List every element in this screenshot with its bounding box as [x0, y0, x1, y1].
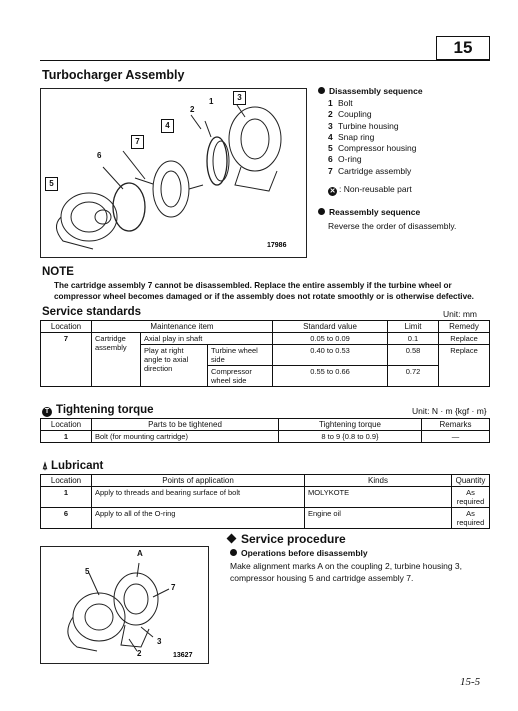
table-row: Play at right angle to axial direction Turbine wheel side 0.40 to 0.53 0.58 Replace — [41, 345, 490, 366]
note-text: The cartridge assembly 7 cannot be disassembled. Replace the entire assembly if the turbine wheel or compressor wheel becomes damaged or if the assembly does not rotate smoothly or is otherwise defective. — [54, 281, 474, 301]
service-procedure-text: Make alignment marks A on the coupling 2, turbine housing 3, compressor housing 5 and cartridge assembly 7. — [230, 561, 463, 583]
nonreusable-icon: ✕ — [329, 188, 336, 195]
lubricant-heading: ⍋ Lubricant — [42, 460, 104, 472]
table-row: 1 Bolt (for mounting cartridge) 8 to 9 {0.8 to 0.9} — — [41, 431, 490, 443]
list-item: 4 Snap ring — [328, 131, 375, 142]
callout-5: 5 — [85, 567, 90, 576]
header-rule — [40, 60, 490, 61]
list-item: 3 Turbine housing — [328, 120, 399, 131]
table-row: 1 Apply to threads and bearing surface of bolt MOLYKOTE As required — [41, 487, 490, 508]
oil-can-icon: ⍋ — [42, 461, 48, 472]
list-item: 6 O-ring — [328, 154, 362, 165]
reassembly-heading — [318, 207, 420, 217]
list-item: 5 Compressor housing — [328, 143, 417, 154]
disassembly-list — [328, 98, 416, 177]
bullet-icon — [318, 208, 325, 215]
callout-6: 6 — [97, 151, 102, 160]
page-number: 15-5 — [460, 676, 481, 688]
list-item: 1 Bolt — [328, 98, 353, 108]
callout-2: 2 — [137, 649, 142, 658]
bullet-icon — [318, 87, 325, 94]
service-procedure-subheading: Operations before disassembly — [230, 548, 368, 558]
figure2-number: 13627 — [173, 652, 193, 659]
bullet-icon — [230, 549, 237, 556]
service-standards-heading: Service standards — [42, 306, 142, 318]
table-row: Compressor wheel side 0.55 to 0.66 0.72 — [41, 366, 490, 387]
table-row: 7 Cartridge assembly Axial play in shaft 0.05 to 0.09 0.1 Replace — [41, 333, 490, 345]
tightening-torque-table — [40, 418, 490, 443]
tightening-torque-heading: T Tightening torque — [42, 404, 154, 417]
reassembly-text: Reverse the order of disassembly. — [328, 221, 457, 231]
alignment-marks-drawing — [41, 547, 208, 663]
callout-4: 4 — [161, 119, 174, 133]
figure1-number: 17986 — [267, 242, 287, 249]
diamond-bullet-icon — [227, 534, 237, 544]
callout-3: 3 — [157, 637, 162, 646]
table-row: 6 Apply to all of the O-ring Engine oil As required — [41, 508, 490, 529]
note-heading: NOTE — [42, 266, 74, 278]
page-title: Turbocharger Assembly — [42, 68, 185, 82]
nonreusable-legend: ✕ : Non-reusable part — [329, 184, 412, 195]
reassembly-title: Reassembly sequence — [329, 207, 421, 217]
service-procedure-heading: Service procedure — [228, 532, 346, 546]
callout-a: A — [137, 549, 143, 558]
turbocharger-exploded-figure — [40, 88, 307, 258]
table-header-row: Location Maintenance item Standard value Limit Remedy — [41, 321, 490, 333]
tightening-torque-unit: Unit: N · m {kgf · m} — [412, 406, 487, 416]
lubricant-table — [40, 474, 490, 529]
callout-2: 2 — [190, 105, 195, 114]
service-standards-table — [40, 320, 490, 387]
callout-3: 3 — [233, 91, 246, 105]
callout-7: 7 — [171, 583, 176, 592]
callout-5: 5 — [45, 177, 58, 191]
disassembly-title: Disassembly sequence — [329, 86, 423, 96]
section-number: 15 — [436, 36, 490, 60]
list-item: 2 Coupling — [328, 109, 372, 120]
callout-1: 1 — [209, 97, 214, 106]
disassembly-heading — [318, 86, 423, 96]
alignment-marks-figure — [40, 546, 209, 664]
turbocharger-exploded-drawing — [41, 89, 306, 257]
table-header-row: Location Parts to be tightened Tightening torque Remarks — [41, 419, 490, 431]
torque-icon: T — [42, 407, 52, 417]
callout-7: 7 — [131, 135, 144, 149]
service-standards-unit: Unit: mm — [443, 309, 477, 319]
table-header-row: Location Points of application Kinds Quantity — [41, 475, 490, 487]
list-item: 7 Cartridge assembly — [328, 165, 412, 176]
